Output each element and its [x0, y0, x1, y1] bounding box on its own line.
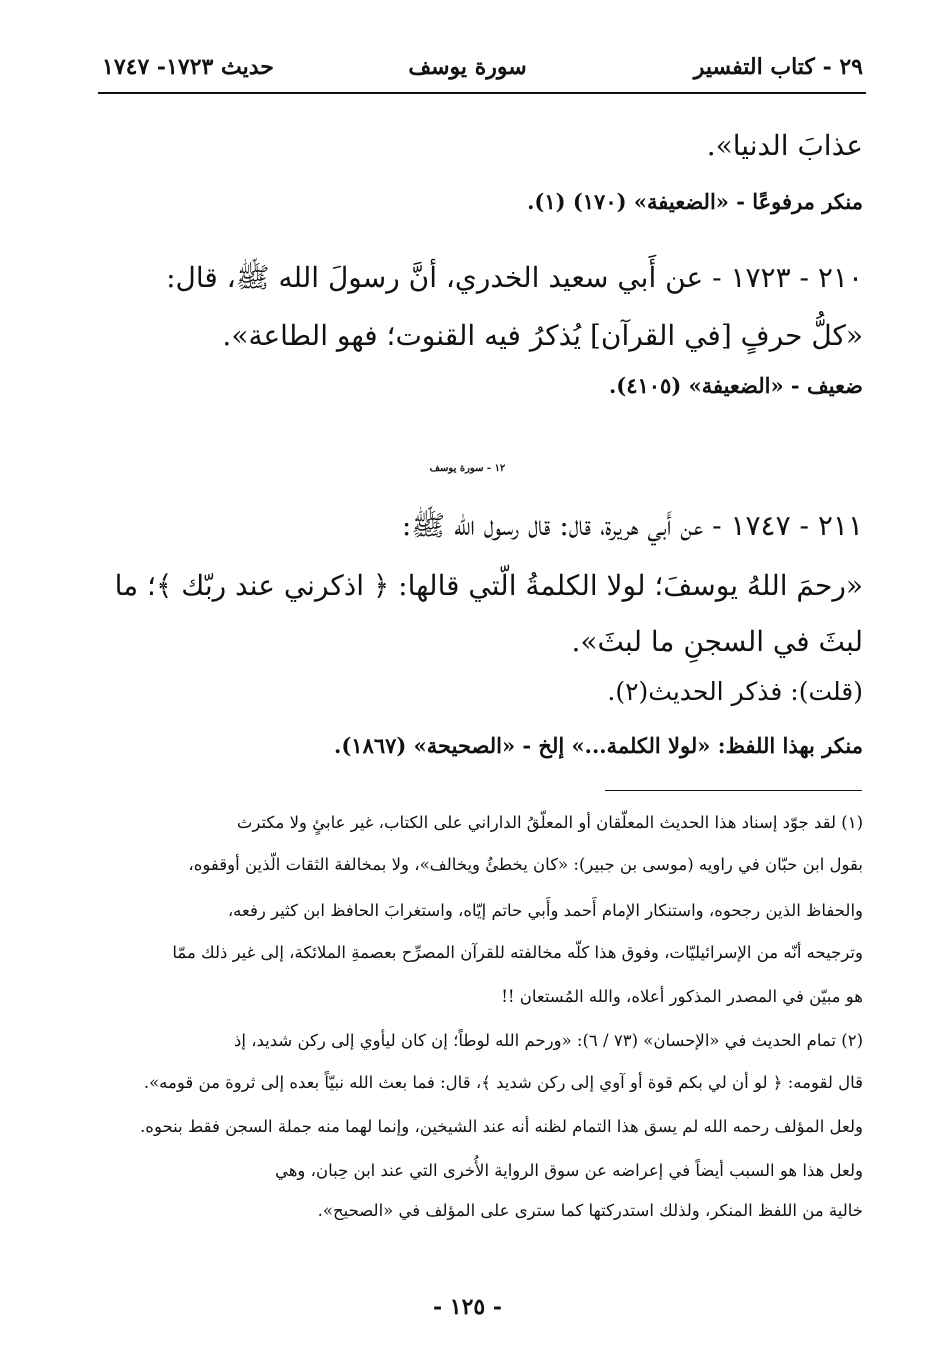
footnote-2-line-3: ولعل المؤلف رحمه الله لم يسق هذا التمام لظنه أنه عند الشيخين، وإنما لهما منه جملة السجن فقط بنحوه. [140, 1117, 863, 1136]
header-divider [98, 92, 866, 94]
header-chapter: ٢٩ - كتاب التفسير [693, 54, 863, 80]
note-line: (قلت): فذكر الحديث(٢). [607, 677, 863, 706]
footnote-2-line-1: (٢) تمام الحديث في «الإحسان» (٧٣ / ٦): «ورحم الله لوطاً؛ إن كان ليأوي إلى ركن شديد، إذ [234, 1031, 863, 1050]
page-number: - ١٢٥ - [432, 1294, 503, 1320]
grading-line-2: ضعيف - «الضعيفة» (٤١٠٥). [608, 373, 863, 398]
footnote-2-line-5: خالية من اللفظ المنكر، ولذلك استدركتها كما سترى على المؤلف في «الصحيح». [317, 1201, 863, 1220]
text-line-1: عذابَ الدنيا». [706, 129, 863, 162]
footnote-1-line-4: وترجيحه أنّه من الإسرائيليّات، وفوق هذا كلّه مخالفته للقرآن المصرِّح بعصمةِ الملائكة، إلى غير ذلك ممّا [172, 943, 863, 962]
hadith-210-intro: ٢١٠ - ١٧٢٣ - عن أَبي سعيد الخدري، أنَّ رسولَ الله ﷺ، قال: [166, 261, 863, 294]
footnote-divider [605, 790, 862, 791]
footnote-1-line-1: (١) لقد جوّد إسناد هذا الحديث المعلّقان أو المعلّقُ الداراني على الكتاب، غير عابئٍ ولا مكترث [236, 813, 863, 832]
footnote-1-line-5: هو مبيّن في المصدر المذكور أعلاه، والله المُستعان !! [501, 987, 863, 1006]
footnote-1-line-3: والحفاظ الذين رجحوه، واستنكار الإمام أَحمد وأَبي حاتم إيّاه، واستغرابَ الحافظ ابن كثير رفعه، [227, 901, 863, 920]
header-surah: سورة يوسف [408, 54, 527, 80]
hadith-211-text-1: «رحمَ اللهُ يوسفَ؛ لولا الكلمةُ الّتي قالها: ﴿ اذكرني عند ربّك ﴾؛ ما [114, 569, 863, 602]
footnote-2-line-2: قال لقومه: ﴿ لو أن لي بكم قوة أو آوي إلى ركن شديد ﴾، قال: فما بعث الله نبيّاً بعده إلى ثروة من قومه». [143, 1073, 863, 1092]
hadith-210-text: «كلُّ حرفٍ [في القرآن] يُذكرُ فيه القنوت؛ فهو الطاعة». [222, 319, 863, 352]
hadith-211-text-2: لبثَ في السجنِ ما لبثَ». [571, 625, 863, 658]
header-hadith-range: حديث ١٧٢٣- ١٧٤٧ [102, 54, 274, 80]
footnote-1-line-2: بقول ابن حبّان في راويه (موسى بن جبير): «كان يخطئُ ويخالف»، ولا بمخالفة الثقات الّذين أوقفوه، [188, 855, 863, 874]
footnote-2-line-4: ولعل هذا هو السبب أيضاً في إعراضه عن سوق الرواية الأُخرى التي عند ابن حِبان، وهي [274, 1161, 863, 1180]
grading-line-3: منكر بهذا اللفظ: «لولا الكلمة...» إلخ - «الصحيحة» (١٨٦٧). [334, 733, 863, 758]
grading-line-1: منكر مرفوعًا - «الضعيفة» (١٧٠) (١). [527, 189, 863, 214]
hadith-211-intro: ٢١١ - ١٧٤٧ - عن أَبي هريرة، قال: قال رسول الله ﷺ: [401, 509, 863, 542]
section-title: ١٢ - سورة يوسف [429, 463, 506, 474]
